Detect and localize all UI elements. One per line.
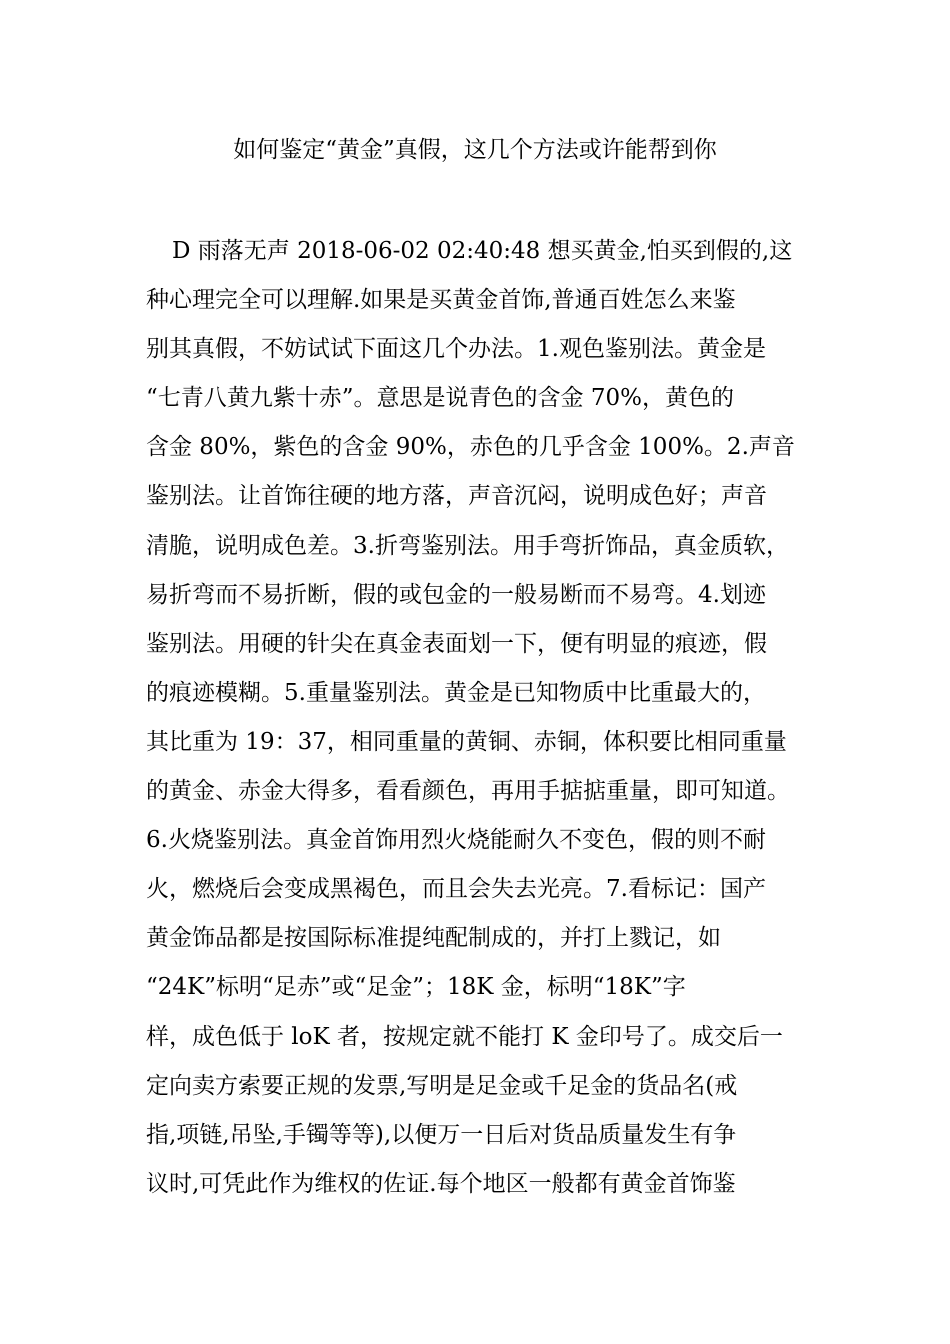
body-line: 指,项链,吊坠,手镯等等),以便万一日后对货品质量发生有争	[146, 1121, 737, 1148]
body-line: 易折弯而不易折断，假的或包金的一般易断而不易弯。4.划迹	[146, 581, 766, 608]
body-line: 含金 80%，紫色的含金 90%，赤色的几乎含金 100%。2.声音	[146, 434, 795, 461]
body-line: 定向卖方索要正规的发票,写明是足金或千足金的货品名(戒	[146, 1072, 738, 1099]
body-line: “24K”标明“足赤”或“足金”；18K 金，标明“18K”字	[146, 974, 686, 1001]
article-body	[146, 227, 826, 1209]
body-line: “七青八黄九紫十赤”。意思是说青色的含金 70%，黄色的	[146, 385, 734, 412]
body-line: 议时,可凭此作为维权的佐证.每个地区一般都有黄金首饰鉴	[146, 1170, 736, 1197]
body-line: 别其真假，不妨试试下面这几个办法。1.观色鉴别法。黄金是	[146, 336, 766, 363]
body-line: 黄金饰品都是按国际标准提纯配制成的，并打上戮记，如	[146, 925, 721, 952]
body-line: 清脆，说明成色差。3.折弯鉴别法。用手弯折饰品，真金质软，	[146, 532, 789, 559]
body-line: 种心理完全可以理解.如果是买黄金首饰,普通百姓怎么来鉴	[146, 287, 736, 314]
body-line: 鉴别法。用硬的针尖在真金表面划一下，便有明显的痕迹，假	[146, 630, 767, 657]
body-line: D 雨落无声 2018-06-02 02:40:48 想买黄金,怕买到假的,这	[172, 238, 793, 264]
body-line: 火，燃烧后会变成黑褐色，而且会失去光亮。7.看标记：国产	[146, 876, 766, 903]
body-line: 的痕迹模糊。5.重量鉴别法。黄金是已知物质中比重最大的，	[146, 679, 766, 706]
body-line: 6.火烧鉴别法。真金首饰用烈火烧能耐久不变色，假的则不耐	[146, 827, 766, 854]
body-line: 的黄金、赤金大得多，看看颜色，再用手掂掂重量，即可知道。	[146, 778, 790, 805]
body-line: 鉴别法。让首饰往硬的地方落，声音沉闷，说明成色好；声音	[146, 483, 767, 510]
article-title: 如何鉴定“黄金”真假，这几个方法或许能帮到你	[233, 137, 717, 163]
body-line: 样，成色低于 loK 者，按规定就不能打 K 金印号了。成交后一	[146, 1023, 783, 1050]
body-line: 其比重为 19：37，相同重量的黄铜、赤铜，体积要比相同重量	[146, 728, 787, 755]
